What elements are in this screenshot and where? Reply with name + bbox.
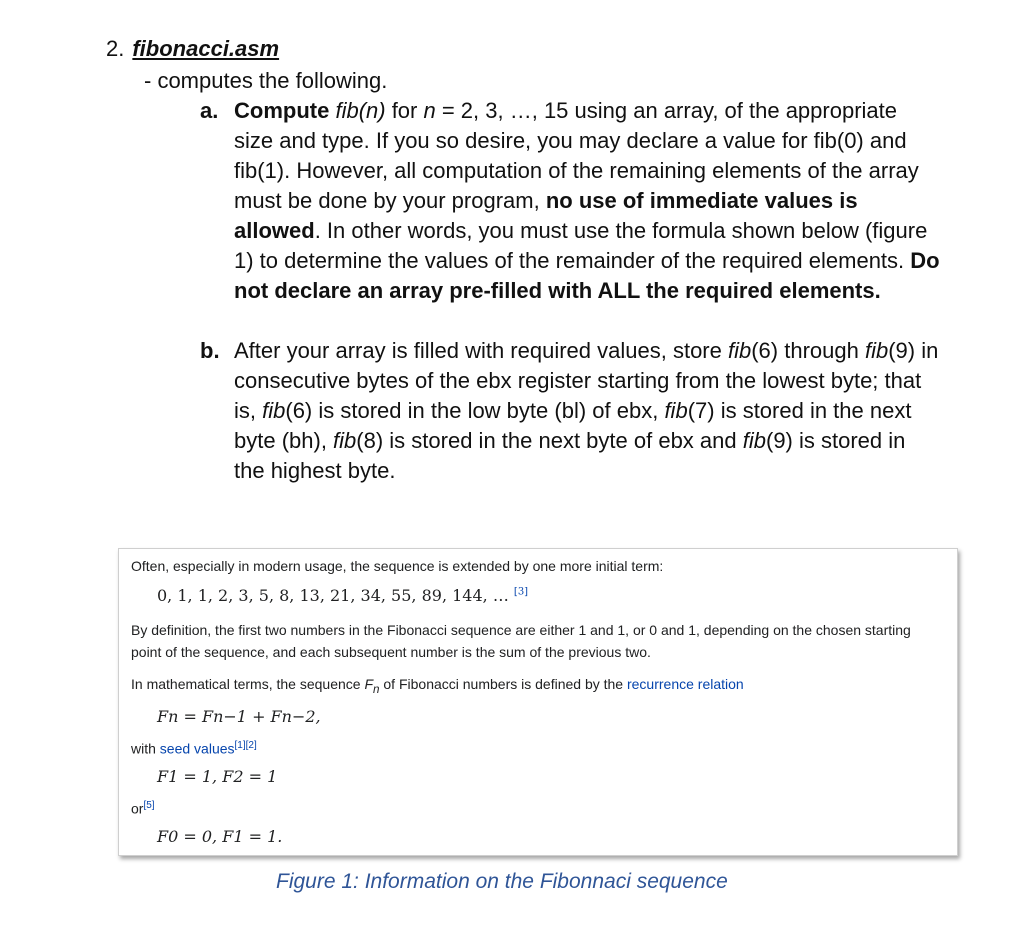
recurrence-formula: Fn = Fn−1 + Fn−2, [157, 707, 321, 726]
intro-text: - computes the following. [144, 68, 388, 93]
wiki-line-seed: with seed values[1][2] [131, 740, 257, 757]
ref-3-link[interactable]: [3] [513, 586, 529, 598]
item-number: 2. [106, 36, 125, 61]
wiki-line-or: or[5] [131, 800, 155, 817]
filename: fibonacci.asm [132, 36, 280, 61]
seed-formula-1: F1 = 1, F2 = 1 [157, 767, 278, 786]
seed-formula-0: F0 = 0, F1 = 1. [157, 827, 283, 846]
recurrence-relation-link[interactable]: recurrence relation [626, 676, 744, 692]
item-b [200, 336, 940, 486]
sequence-math: 0, 1, 1, 2, 3, 5, 8, 13, 21, 34, 55, 89, 144, … [3] [157, 586, 529, 605]
wiki-line-3: In mathematical terms, the sequence $F_n$ of Fibonacci numbers is defined by the recurrence relation [131, 676, 744, 696]
item-a-label: a. [200, 98, 219, 123]
item-a [200, 96, 940, 306]
assignment-heading [106, 36, 279, 62]
item-a-text: Compute fib(n) for n = 2, 3, …, 15 using an array, of the appropriate size and type. If you so desire, you may declare a value for fib(0) and fib(1). However, all computation of the remaining elements of the array must be done by your program, no use of immediate values is allowed. In other words, you must use the formula shown below (figure 1) to determine the values of the remainder of the required elements. Do not declare an array pre-filled with ALL the required elements. [234, 98, 940, 303]
wiki-line-2: By definition, the first two numbers in the Fibonacci sequence are either 1 and 1, or 0 and 1, depending on the chosen starting point of the sequence, and each subsequent number is the sum of the previous two. [131, 622, 911, 660]
ref-5-link[interactable]: [5] [143, 800, 155, 811]
figure-caption: Figure 1: Information on the Fibonnaci sequence [276, 870, 728, 893]
item-b-text: After your array is filled with required values, store fib(6) through fib(9) in consecutive bytes of the ebx register starting from the lowest byte; that is, fib(6) is stored in the low byte (bl) of ebx, fib(7) is stored in the next byte (bh), fib(8) is stored in the next byte of ebx and fib(9) is stored in the highest byte. [234, 338, 939, 483]
seed-values-link[interactable]: seed values [159, 740, 235, 757]
figure-wiki-excerpt [118, 548, 958, 856]
item-b-label: b. [200, 338, 220, 363]
wiki-line-1: Often, especially in modern usage, the sequence is extended by one more initial term: [131, 558, 664, 574]
ref-1-2-link[interactable]: [1][2] [234, 740, 257, 751]
